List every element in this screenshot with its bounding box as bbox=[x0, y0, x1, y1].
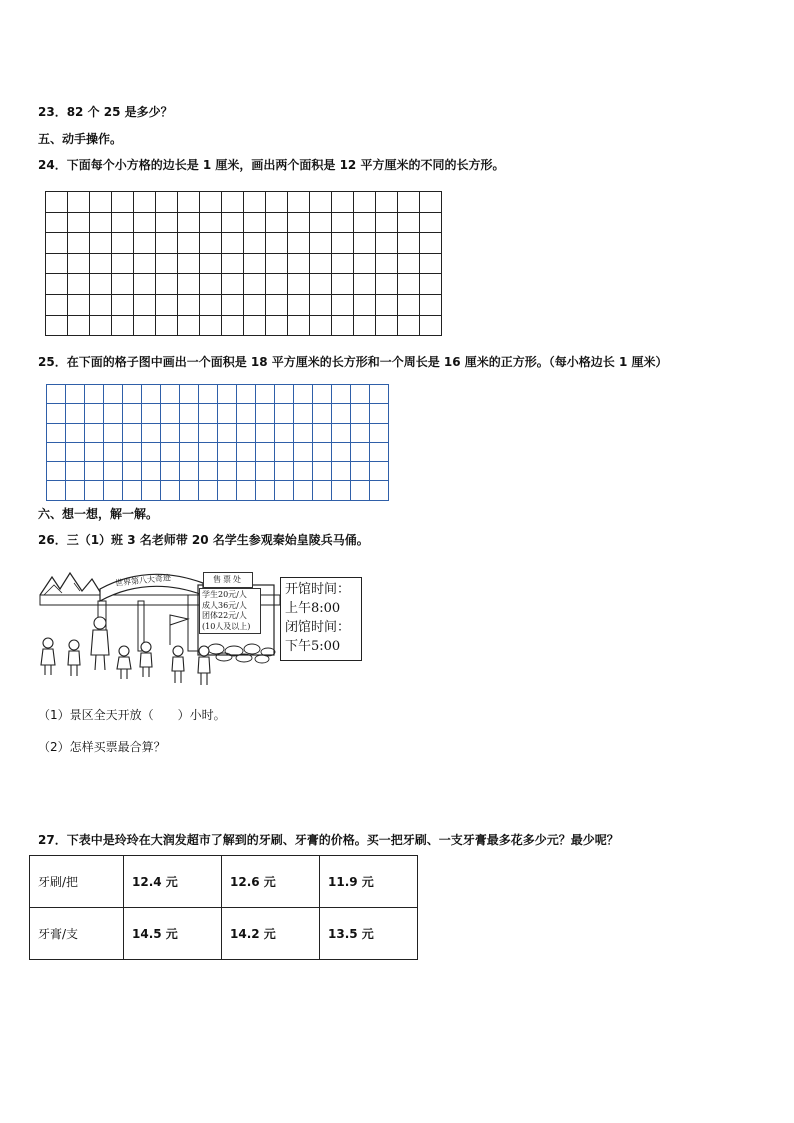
grid-cell[interactable] bbox=[200, 213, 222, 234]
grid-cell[interactable] bbox=[256, 385, 275, 404]
grid-cell[interactable] bbox=[244, 233, 266, 254]
grid-cell[interactable] bbox=[46, 192, 68, 213]
grid-cell[interactable] bbox=[222, 254, 244, 275]
section-5-title: 五、动手操作。 bbox=[38, 132, 123, 146]
grid-cell[interactable] bbox=[156, 213, 178, 234]
grid-cell[interactable] bbox=[123, 385, 142, 404]
grid-cell[interactable] bbox=[134, 316, 156, 337]
grid-cell[interactable] bbox=[178, 254, 200, 275]
grid-cell[interactable] bbox=[237, 404, 256, 423]
question-26-part-1: （1）景区全天开放（ ）小时。 bbox=[38, 708, 226, 722]
grid-cell[interactable] bbox=[178, 274, 200, 295]
table-cell: 12.6 元 bbox=[222, 856, 320, 908]
grid-cell[interactable] bbox=[237, 443, 256, 462]
grid-cell[interactable] bbox=[398, 192, 420, 213]
grid-cell[interactable] bbox=[218, 385, 237, 404]
grid-cell[interactable] bbox=[200, 316, 222, 337]
grid-cell[interactable] bbox=[275, 404, 294, 423]
grid-cell[interactable] bbox=[123, 424, 142, 443]
grid-cell[interactable] bbox=[313, 462, 332, 481]
grid-cell[interactable] bbox=[288, 192, 310, 213]
grid-cell[interactable] bbox=[256, 481, 275, 500]
price-group: 团体22元/人 bbox=[202, 611, 247, 620]
grid-cell[interactable] bbox=[46, 274, 68, 295]
grid-cell[interactable] bbox=[156, 274, 178, 295]
grid-cell[interactable] bbox=[104, 385, 123, 404]
grid-cell[interactable] bbox=[244, 192, 266, 213]
grid-cell[interactable] bbox=[112, 213, 134, 234]
grid-cell[interactable] bbox=[66, 481, 85, 500]
grid-cell[interactable] bbox=[112, 295, 134, 316]
grid-cell[interactable] bbox=[199, 443, 218, 462]
grid-cell[interactable] bbox=[354, 233, 376, 254]
ticket-office-sign: 售票处 bbox=[203, 572, 253, 588]
grid-cell[interactable] bbox=[85, 481, 104, 500]
grid-cell[interactable] bbox=[398, 295, 420, 316]
price-table bbox=[29, 855, 418, 960]
ticket-price-sign bbox=[199, 588, 261, 634]
section-6-title: 六、想一想，解一解。 bbox=[38, 507, 159, 521]
grid-cell[interactable] bbox=[244, 295, 266, 316]
grid-cell[interactable] bbox=[46, 254, 68, 275]
grid-cell[interactable] bbox=[66, 424, 85, 443]
grid-cell[interactable] bbox=[376, 192, 398, 213]
grid-cell[interactable] bbox=[161, 481, 180, 500]
grid-cell[interactable] bbox=[180, 404, 199, 423]
grid-cell[interactable] bbox=[161, 385, 180, 404]
grid-cell[interactable] bbox=[420, 192, 442, 213]
grid-cell[interactable] bbox=[199, 462, 218, 481]
grid-cell[interactable] bbox=[376, 316, 398, 337]
grid-cell[interactable] bbox=[178, 213, 200, 234]
grid-cell[interactable] bbox=[332, 254, 354, 275]
grid-cell[interactable] bbox=[47, 404, 66, 423]
grid-cell[interactable] bbox=[68, 316, 90, 337]
grid-cell[interactable] bbox=[332, 316, 354, 337]
row-label: 牙膏/支 bbox=[30, 908, 124, 960]
grid-cell[interactable] bbox=[420, 274, 442, 295]
grid-cell[interactable] bbox=[90, 192, 112, 213]
grid-cell[interactable] bbox=[104, 462, 123, 481]
grid-cell[interactable] bbox=[90, 233, 112, 254]
grid-cell[interactable] bbox=[376, 295, 398, 316]
grid-cell[interactable] bbox=[275, 424, 294, 443]
grid-cell[interactable] bbox=[310, 254, 332, 275]
grid-cell[interactable] bbox=[288, 274, 310, 295]
grid-cell[interactable] bbox=[266, 316, 288, 337]
grid-cell[interactable] bbox=[244, 316, 266, 337]
grid-cell[interactable] bbox=[398, 213, 420, 234]
grid-cell[interactable] bbox=[123, 481, 142, 500]
grid-cell[interactable] bbox=[398, 316, 420, 337]
table-cell: 14.5 元 bbox=[124, 908, 222, 960]
grid-cell[interactable] bbox=[288, 295, 310, 316]
grid-cell[interactable] bbox=[310, 233, 332, 254]
grid-cell[interactable] bbox=[376, 213, 398, 234]
grid-cell[interactable] bbox=[199, 481, 218, 500]
table-row bbox=[30, 856, 418, 908]
grid-cell[interactable] bbox=[332, 443, 351, 462]
grid-cell[interactable] bbox=[351, 481, 370, 500]
grid-cell[interactable] bbox=[244, 213, 266, 234]
grid-cell[interactable] bbox=[351, 424, 370, 443]
grid-cell[interactable] bbox=[398, 233, 420, 254]
grid-cell[interactable] bbox=[200, 295, 222, 316]
grid-cell[interactable] bbox=[180, 385, 199, 404]
grid-cell[interactable] bbox=[161, 404, 180, 423]
grid-cell[interactable] bbox=[266, 192, 288, 213]
table-cell: 13.5 元 bbox=[320, 908, 418, 960]
question-24: 24．下面每个小方格的边长是 1 厘米，画出两个面积是 12 平方厘米的不同的长方形。 bbox=[38, 158, 505, 172]
grid-cell[interactable] bbox=[354, 316, 376, 337]
grid-cell[interactable] bbox=[266, 213, 288, 234]
grid-cell[interactable] bbox=[420, 316, 442, 337]
grid-cell[interactable] bbox=[142, 424, 161, 443]
row-label: 牙刷/把 bbox=[30, 856, 124, 908]
grid-cell[interactable] bbox=[112, 233, 134, 254]
grid-cell[interactable] bbox=[156, 254, 178, 275]
table-cell: 14.2 元 bbox=[222, 908, 320, 960]
grid-cell[interactable] bbox=[123, 462, 142, 481]
grid-cell[interactable] bbox=[85, 443, 104, 462]
grid-cell[interactable] bbox=[244, 254, 266, 275]
grid-cell[interactable] bbox=[376, 274, 398, 295]
grid-cell[interactable] bbox=[200, 192, 222, 213]
grid-cell[interactable] bbox=[354, 213, 376, 234]
grid-cell[interactable] bbox=[46, 213, 68, 234]
grid-cell[interactable] bbox=[332, 404, 351, 423]
grid-cell[interactable] bbox=[376, 254, 398, 275]
grid-cell[interactable] bbox=[47, 481, 66, 500]
grid-cell[interactable] bbox=[332, 424, 351, 443]
grid-cell[interactable] bbox=[123, 404, 142, 423]
grid-cell[interactable] bbox=[112, 254, 134, 275]
grid-cell[interactable] bbox=[332, 481, 351, 500]
grid-cell[interactable] bbox=[237, 424, 256, 443]
grid-cell[interactable] bbox=[370, 404, 389, 423]
grid-cell[interactable] bbox=[68, 192, 90, 213]
grid-cell[interactable] bbox=[354, 192, 376, 213]
grid-cell[interactable] bbox=[370, 385, 389, 404]
question-25: 25．在下面的格子图中画出一个面积是 18 平方厘米的长方形和一个周长是 16 厘米的正方形。（每小格边长 1 厘米） bbox=[38, 355, 668, 369]
grid-cell[interactable] bbox=[256, 462, 275, 481]
grid-cell[interactable] bbox=[370, 443, 389, 462]
grid-cell[interactable] bbox=[237, 481, 256, 500]
grid-cell[interactable] bbox=[199, 404, 218, 423]
grid-cell[interactable] bbox=[420, 295, 442, 316]
grid-cell[interactable] bbox=[288, 233, 310, 254]
grid-cell[interactable] bbox=[104, 404, 123, 423]
grid-cell[interactable] bbox=[46, 316, 68, 337]
grid-cell[interactable] bbox=[68, 295, 90, 316]
grid-cell[interactable] bbox=[156, 295, 178, 316]
grid-cell[interactable] bbox=[90, 295, 112, 316]
grid-cell[interactable] bbox=[180, 424, 199, 443]
grid-cell[interactable] bbox=[310, 213, 332, 234]
grid-cell[interactable] bbox=[288, 316, 310, 337]
grid-cell[interactable] bbox=[275, 462, 294, 481]
grid-cell[interactable] bbox=[332, 192, 354, 213]
grid-q25[interactable] bbox=[46, 384, 389, 501]
grid-cell[interactable] bbox=[313, 443, 332, 462]
grid-cell[interactable] bbox=[218, 481, 237, 500]
grid-cell[interactable] bbox=[237, 462, 256, 481]
grid-cell[interactable] bbox=[222, 295, 244, 316]
grid-cell[interactable] bbox=[288, 254, 310, 275]
grid-cell[interactable] bbox=[112, 192, 134, 213]
grid-cell[interactable] bbox=[134, 295, 156, 316]
grid-cell[interactable] bbox=[256, 443, 275, 462]
grid-cell[interactable] bbox=[66, 443, 85, 462]
grid-cell[interactable] bbox=[294, 462, 313, 481]
grid-cell[interactable] bbox=[332, 274, 354, 295]
grid-cell[interactable] bbox=[199, 385, 218, 404]
grid-cell[interactable] bbox=[180, 462, 199, 481]
grid-cell[interactable] bbox=[104, 443, 123, 462]
grid-cell[interactable] bbox=[222, 213, 244, 234]
question-26-part-2: （2）怎样买票最合算？ bbox=[38, 740, 166, 754]
grid-cell[interactable] bbox=[266, 254, 288, 275]
grid-cell[interactable] bbox=[180, 481, 199, 500]
grid-cell[interactable] bbox=[351, 443, 370, 462]
table-row bbox=[30, 908, 418, 960]
grid-cell[interactable] bbox=[222, 233, 244, 254]
grid-cell[interactable] bbox=[200, 274, 222, 295]
grid-cell[interactable] bbox=[90, 213, 112, 234]
grid-cell[interactable] bbox=[47, 385, 66, 404]
grid-cell[interactable] bbox=[354, 274, 376, 295]
grid-cell[interactable] bbox=[420, 233, 442, 254]
grid-cell[interactable] bbox=[398, 274, 420, 295]
grid-cell[interactable] bbox=[178, 295, 200, 316]
grid-cell[interactable] bbox=[310, 316, 332, 337]
grid-cell[interactable] bbox=[178, 192, 200, 213]
grid-cell[interactable] bbox=[294, 404, 313, 423]
grid-cell[interactable] bbox=[294, 481, 313, 500]
grid-cell[interactable] bbox=[218, 404, 237, 423]
grid-cell[interactable] bbox=[104, 481, 123, 500]
grid-cell[interactable] bbox=[310, 192, 332, 213]
table-cell: 11.9 元 bbox=[320, 856, 418, 908]
close-time: 下午5:00 bbox=[285, 639, 341, 654]
grid-cell[interactable] bbox=[156, 316, 178, 337]
grid-cell[interactable] bbox=[351, 404, 370, 423]
grid-cell[interactable] bbox=[310, 295, 332, 316]
grid-cell[interactable] bbox=[142, 443, 161, 462]
grid-cell[interactable] bbox=[200, 254, 222, 275]
grid-cell[interactable] bbox=[123, 443, 142, 462]
grid-cell[interactable] bbox=[275, 481, 294, 500]
grid-cell[interactable] bbox=[156, 233, 178, 254]
grid-cell[interactable] bbox=[134, 233, 156, 254]
grid-cell[interactable] bbox=[332, 385, 351, 404]
grid-cell[interactable] bbox=[90, 316, 112, 337]
grid-cell[interactable] bbox=[142, 462, 161, 481]
grid-q24[interactable] bbox=[45, 191, 442, 336]
grid-cell[interactable] bbox=[47, 462, 66, 481]
grid-cell[interactable] bbox=[244, 274, 266, 295]
grid-cell[interactable] bbox=[222, 192, 244, 213]
grid-cell[interactable] bbox=[310, 274, 332, 295]
grid-cell[interactable] bbox=[161, 424, 180, 443]
grid-cell[interactable] bbox=[90, 254, 112, 275]
grid-cell[interactable] bbox=[370, 462, 389, 481]
grid-cell[interactable] bbox=[294, 443, 313, 462]
grid-cell[interactable] bbox=[313, 385, 332, 404]
grid-cell[interactable] bbox=[313, 424, 332, 443]
grid-cell[interactable] bbox=[46, 233, 68, 254]
price-group-note: (10人及以上) bbox=[202, 621, 251, 631]
grid-cell[interactable] bbox=[222, 274, 244, 295]
grid-cell[interactable] bbox=[275, 385, 294, 404]
grid-cell[interactable] bbox=[354, 295, 376, 316]
grid-cell[interactable] bbox=[85, 404, 104, 423]
grid-cell[interactable] bbox=[332, 295, 354, 316]
grid-cell[interactable] bbox=[66, 462, 85, 481]
grid-cell[interactable] bbox=[47, 424, 66, 443]
grid-cell[interactable] bbox=[237, 385, 256, 404]
open-time: 上午8:00 bbox=[285, 601, 341, 616]
grid-cell[interactable] bbox=[142, 385, 161, 404]
grid-cell[interactable] bbox=[134, 274, 156, 295]
price-student: 学生20元/人 bbox=[202, 590, 247, 599]
grid-cell[interactable] bbox=[85, 462, 104, 481]
grid-cell[interactable] bbox=[134, 254, 156, 275]
grid-cell[interactable] bbox=[370, 424, 389, 443]
grid-cell[interactable] bbox=[288, 213, 310, 234]
grid-cell[interactable] bbox=[376, 233, 398, 254]
grid-cell[interactable] bbox=[332, 213, 354, 234]
grid-cell[interactable] bbox=[332, 233, 354, 254]
grid-cell[interactable] bbox=[85, 385, 104, 404]
grid-cell[interactable] bbox=[294, 424, 313, 443]
question-26: 26．三（1）班 3 名老师带 20 名学生参观秦始皇陵兵马俑。 bbox=[38, 533, 369, 547]
grid-cell[interactable] bbox=[266, 274, 288, 295]
grid-cell[interactable] bbox=[313, 481, 332, 500]
grid-cell[interactable] bbox=[68, 274, 90, 295]
grid-cell[interactable] bbox=[222, 316, 244, 337]
grid-cell[interactable] bbox=[420, 254, 442, 275]
grid-cell[interactable] bbox=[68, 233, 90, 254]
grid-cell[interactable] bbox=[218, 462, 237, 481]
grid-cell[interactable] bbox=[66, 404, 85, 423]
grid-cell[interactable] bbox=[266, 233, 288, 254]
grid-cell[interactable] bbox=[47, 443, 66, 462]
grid-cell[interactable] bbox=[161, 443, 180, 462]
grid-cell[interactable] bbox=[46, 295, 68, 316]
arch-banner-text: 世界第八大奇迹 bbox=[114, 573, 172, 588]
grid-cell[interactable] bbox=[104, 424, 123, 443]
open-label: 开馆时间： bbox=[285, 582, 351, 597]
grid-cell[interactable] bbox=[256, 404, 275, 423]
grid-cell[interactable] bbox=[68, 254, 90, 275]
grid-cell[interactable] bbox=[200, 233, 222, 254]
opening-hours-box bbox=[280, 577, 362, 661]
grid-cell[interactable] bbox=[294, 385, 313, 404]
grid-cell[interactable] bbox=[178, 316, 200, 337]
grid-cell[interactable] bbox=[68, 213, 90, 234]
grid-cell[interactable] bbox=[66, 385, 85, 404]
question-27: 27．下表中是玲玲在大润发超市了解到的牙刷、牙膏的价格。买一把牙刷、一支牙膏最多花多少元？最少呢？ bbox=[38, 833, 619, 847]
grid-cell[interactable] bbox=[134, 192, 156, 213]
grid-cell[interactable] bbox=[313, 404, 332, 423]
grid-cell[interactable] bbox=[256, 424, 275, 443]
table-cell: 12.4 元 bbox=[124, 856, 222, 908]
price-adult: 成人36元/人 bbox=[202, 600, 247, 610]
question-23: 23．82 个 25 是多少？ bbox=[38, 105, 173, 119]
grid-cell[interactable] bbox=[398, 254, 420, 275]
grid-cell[interactable] bbox=[354, 254, 376, 275]
grid-cell[interactable] bbox=[112, 274, 134, 295]
grid-cell[interactable] bbox=[161, 462, 180, 481]
grid-cell[interactable] bbox=[420, 213, 442, 234]
grid-cell[interactable] bbox=[351, 385, 370, 404]
grid-cell[interactable] bbox=[134, 213, 156, 234]
grid-cell[interactable] bbox=[90, 274, 112, 295]
grid-cell[interactable] bbox=[112, 316, 134, 337]
grid-cell[interactable] bbox=[266, 295, 288, 316]
grid-cell[interactable] bbox=[351, 462, 370, 481]
grid-cell[interactable] bbox=[275, 443, 294, 462]
grid-cell[interactable] bbox=[218, 424, 237, 443]
grid-cell[interactable] bbox=[156, 192, 178, 213]
grid-cell[interactable] bbox=[142, 481, 161, 500]
grid-cell[interactable] bbox=[178, 233, 200, 254]
close-label: 闭馆时间： bbox=[285, 620, 351, 635]
grid-cell[interactable] bbox=[85, 424, 104, 443]
grid-cell[interactable] bbox=[370, 481, 389, 500]
grid-cell[interactable] bbox=[142, 404, 161, 423]
grid-cell[interactable] bbox=[332, 462, 351, 481]
grid-cell[interactable] bbox=[218, 443, 237, 462]
grid-cell[interactable] bbox=[199, 424, 218, 443]
grid-cell[interactable] bbox=[180, 443, 199, 462]
